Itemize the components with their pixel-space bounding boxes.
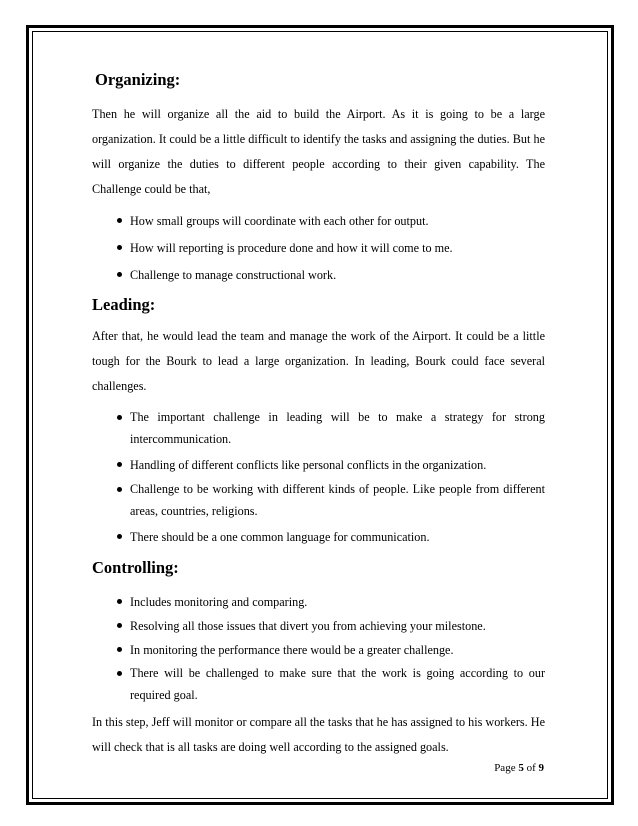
leading-paragraph: After that, he would lead the team and manage the work of the Airport. It could be a little tough for the Bourk to lead a large organization. In leading, Bourk could face several challenges. bbox=[92, 329, 545, 393]
section-heading-controlling: Controlling: bbox=[92, 558, 179, 577]
organizing-paragraph: Then he will organize all the aid to build the Airport. As it is going to be a large organization. It could be a little difficult to identify the tasks and assigning the duties. But he will organize the duties to different people according to their given capability. The Challenge could be that, bbox=[92, 107, 545, 196]
list-item: How will reporting is procedure done and how it will come to me. bbox=[92, 236, 545, 260]
list-item: Challenge to manage constructional work. bbox=[92, 263, 545, 287]
page-word: Page bbox=[494, 762, 516, 774]
list-item: Resolving all those issues that divert you from achieving your milestone. bbox=[92, 614, 545, 638]
list-item: Includes monitoring and comparing. bbox=[92, 590, 545, 614]
document-body bbox=[92, 70, 545, 760]
organizing-bullet-list bbox=[92, 209, 545, 287]
section-heading-organizing: Organizing: bbox=[95, 70, 181, 89]
leading-bullet-list bbox=[92, 406, 545, 549]
controlling-paragraph: In this step, Jeff will monitor or compare all the tasks that he has assigned to his workers. He will check that is all tasks are doing well according to the assigned goals. bbox=[92, 715, 545, 754]
list-item: How small groups will coordinate with each other for output. bbox=[92, 209, 545, 233]
list-item: Challenge to be working with different kinds of people. Like people from different areas, countries, religions. bbox=[92, 478, 545, 522]
list-item: There will be challenged to make sure that the work is going according to our required goal. bbox=[92, 662, 545, 706]
list-item: The important challenge in leading will be to make a strategy for strong intercommunication. bbox=[92, 406, 545, 450]
list-item: Handling of different conflicts like personal conflicts in the organization. bbox=[92, 453, 545, 477]
section-heading-leading: Leading: bbox=[92, 295, 156, 314]
list-item: In monitoring the performance there would be a greater challenge. bbox=[92, 638, 545, 662]
page-number bbox=[494, 762, 544, 774]
of-word: of bbox=[526, 762, 536, 774]
controlling-bullet-list bbox=[92, 590, 545, 706]
page-total: 9 bbox=[538, 762, 544, 774]
page-current: 5 bbox=[518, 762, 524, 774]
list-item: There should be a one common language for communication. bbox=[92, 525, 545, 549]
